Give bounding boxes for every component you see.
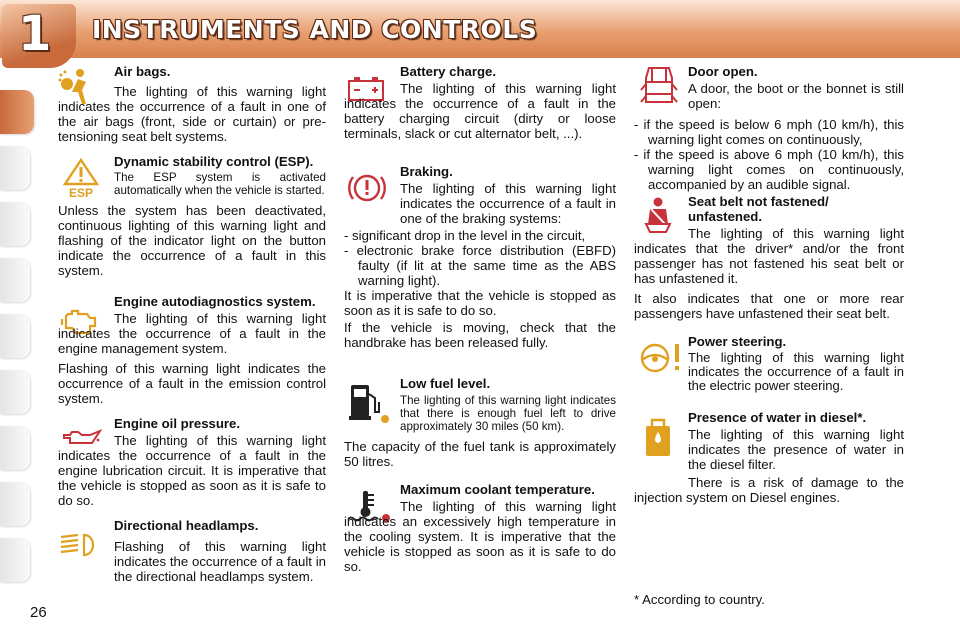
battery-text: The lighting of this warning light indicates the occurrence of a fault in the battery charging circuit (dirty or loose terminals, slack or cut alternator belt, ...). [344,81,616,141]
seatbelt-text1: The lighting of this warning light indicates that the driver* and/or the front passenger has not fastened his seat belt or has unfastened it. [634,226,904,286]
side-tab-1[interactable] [0,90,34,134]
coolant-text: The lighting of this warning light indicates an excessively high temperature in the cooling system. It is imperative that the vehicle is stopped as soon as it is safe to do so. [344,499,616,574]
side-tab-9[interactable] [0,538,30,582]
door-text: A door, the boot or the bonnet is still open: [688,81,904,111]
engine-diag-section [58,294,326,411]
side-tabs [0,62,38,592]
water-text1: The lighting of this warning light indicates the presence of water in the diesel filter. [688,427,904,472]
side-tab-3[interactable] [0,202,30,246]
door-title: Door open. [688,64,758,79]
side-tab-7[interactable] [0,426,30,470]
chapter-number: 1 [18,6,52,62]
seatbelt-title: Seat belt not fastened/ unfastened. [688,194,829,224]
oil-title: Engine oil pressure. [114,416,241,431]
door-bullet: - if the speed is below 6 mph (10 km/h), this warning light comes on continuously, [634,117,904,147]
door-bullet: - if the speed is above 6 mph (10 km/h), this warning light comes on continuously, accompanied by an audible signal. [634,147,904,192]
braking-text: The lighting of this warning light indicates the occurrence of a fault in one of the braking systems: [400,181,616,226]
esp-title: Dynamic stability control (ESP). [114,154,314,169]
braking-section [344,164,616,355]
engine-diag-text1: The lighting of this warning light indicates the occurrence of a fault in the engine management system. [58,311,326,356]
headlamps-title: Directional headlamps. [114,518,259,533]
battery-title: Battery charge. [400,64,497,79]
airbags-section [58,64,326,149]
svg-text:ESP: ESP [68,186,94,198]
coolant-title: Maximum coolant temperature. [400,482,595,497]
side-tab-5[interactable] [0,314,30,358]
side-tab-2[interactable] [0,146,30,190]
braking-bullet: - significant drop in the level in the circuit, [344,228,586,243]
braking-text2: It is imperative that the vehicle is stopped as soon as it is safe to do so. [344,288,616,318]
page-number: 26 [30,604,47,621]
engine-diag-title: Engine autodiagnostics system. [114,294,316,309]
braking-bullet: - electronic brake force distribution (EBFD) faulty (if lit at the same time as the ABS warning light). [344,243,616,288]
airbags-text: The lighting of this warning light indicates the occurrence of a fault in one of the air bags (front, side or curtain) or pre-tensioning seat belt systems. [58,84,326,144]
chapter-tab [2,4,76,68]
engine-diag-text2: Flashing of this warning light indicates the occurrence of a fault in the emission control system. [58,361,326,406]
fuel-note: The lighting of this warning light indicates that there is enough fuel left to drive approximately 30 miles (50 km). [400,394,616,433]
page-header [0,0,960,62]
oil-section [58,416,326,513]
side-tab-4[interactable] [0,258,30,302]
headlamps-section [58,518,326,589]
water-title: Presence of water in diesel*. [688,410,867,425]
steering-title: Power steering. [688,334,787,349]
esp-section [58,154,326,283]
braking-text3: If the vehicle is moving, check that the handbrake has been released fully. [344,320,616,350]
door-section [634,64,904,197]
fuel-title: Low fuel level. [400,376,491,391]
seatbelt-text2: It also indicates that one or more rear passengers have unfastened their seat belt. [634,291,904,321]
steering-section [634,334,904,398]
side-tab-8[interactable] [0,482,30,526]
footnote: * According to country. [634,592,765,607]
esp-note: The ESP system is activated automatically when the vehicle is started. [114,171,326,197]
water-text2: There is a risk of damage to the injection system on Diesel engines. [634,475,904,505]
battery-section [344,64,616,146]
coolant-section [344,482,616,579]
headlamps-text: Flashing of this warning light indicates the occurrence of a fault in the directional headlamps system. [114,539,326,584]
oil-text: The lighting of this warning light indicates the occurrence of a fault in the engine lubrication circuit. It is imperative that the vehicle is stopped as soon as it is safe to do so. [58,433,326,508]
seatbelt-section [634,194,904,326]
steering-text: The lighting of this warning light indicates the occurrence of a fault in the electric power steering. [688,350,904,393]
esp-text: Unless the system has been deactivated, continuous lighting of this warning light and flashing of the indicator light on the button indicate the occurrence of a fault in this system. [58,203,326,278]
fuel-text: The capacity of the fuel tank is approximately 50 litres. [344,439,616,469]
fuel-section [344,376,616,474]
side-tab-6[interactable] [0,370,30,414]
water-section [634,410,904,510]
braking-title: Braking. [400,164,453,179]
airbags-title: Air bags. [114,64,171,79]
page-title: INSTRUMENTS AND CONTROLS [92,15,538,44]
